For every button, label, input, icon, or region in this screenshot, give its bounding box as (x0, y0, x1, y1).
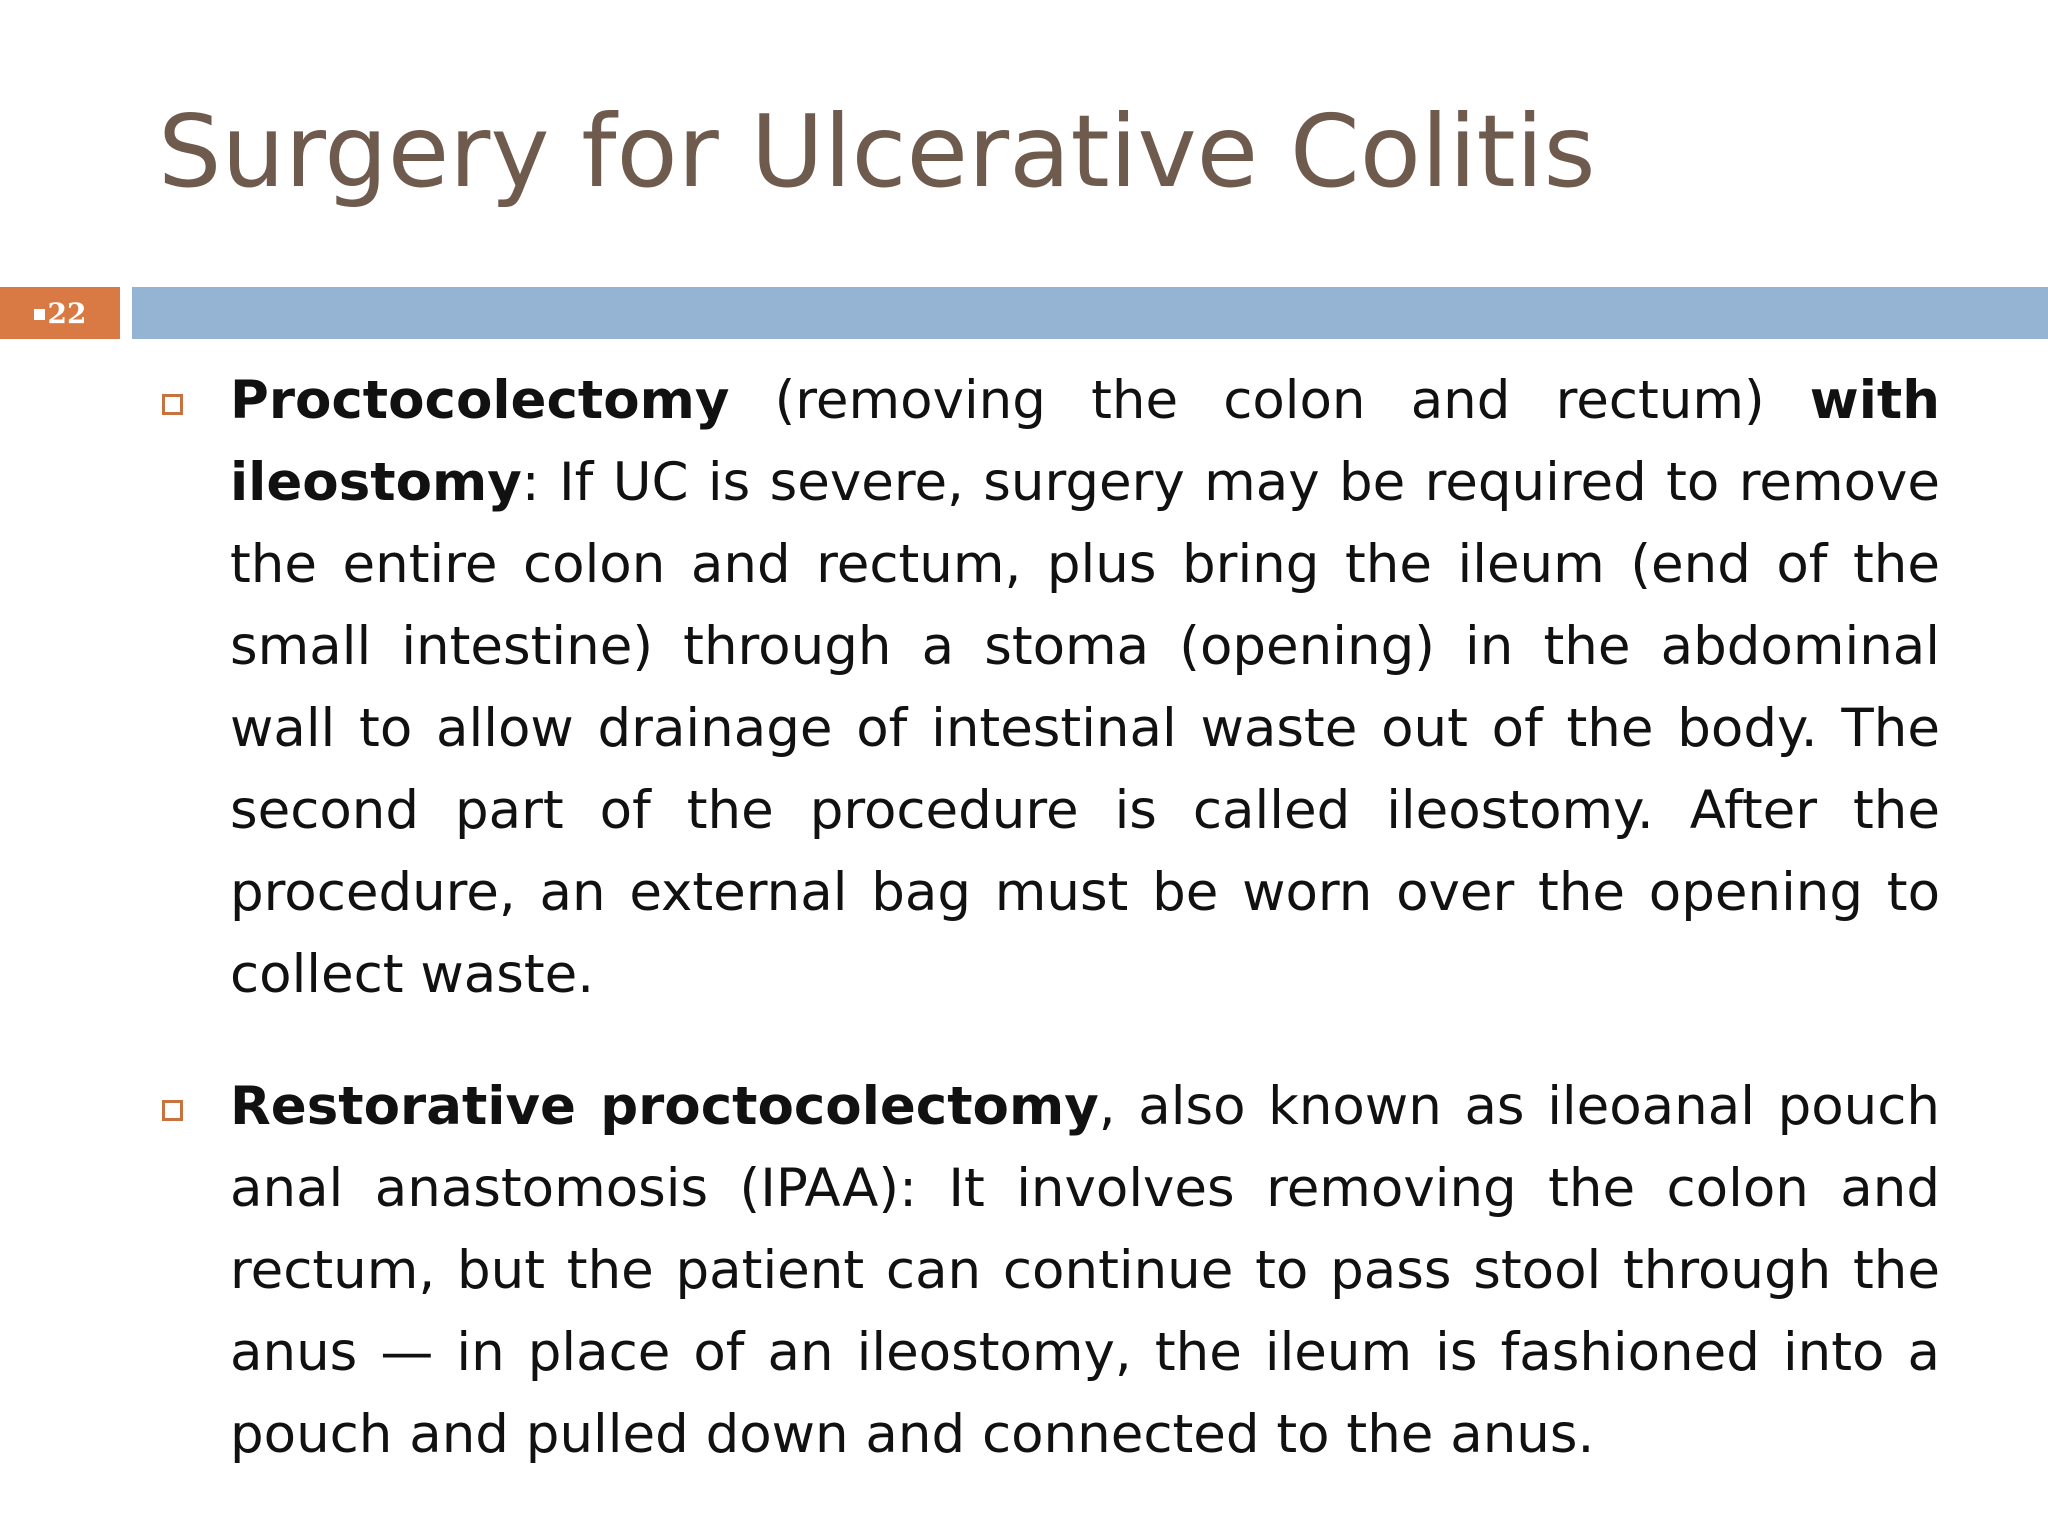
slide-number-badge (0, 287, 120, 339)
bullet-list (0, 360, 2048, 1476)
bullet-body: , also known as ileoanal pouch anal anastomosis (IPAA): It involves removing the colon and rectum, but the patient can continue to pass stool through the anus — in place of an ileostomy, the ileum is fashioned into a pouch and pulled down and connected to the anus. (230, 1076, 1940, 1465)
bullet-parenthetical: (removing the colon and rectum) (729, 370, 1810, 431)
slide-number: 22 (47, 296, 87, 330)
slide-title: Surgery for Ulcerative Colitis (158, 93, 1596, 210)
square-bullet-icon (34, 309, 45, 320)
hollow-square-bullet-icon (162, 1100, 183, 1121)
bullet-body: : If UC is severe, surgery may be required to remove the entire colon and rectum, plus bring the ileum (end of the small intestine) through a stoma (opening) in the abdominal wall to allow drainage of intestinal waste out of the body. The second part of the procedure is called ileostomy. After the procedure, an external bag must be worn over the opening to collect waste. (230, 452, 1940, 1005)
bullet-term-continued: with ileostomy (230, 370, 1940, 513)
bullet-term: Restorative proctocolectomy (230, 1076, 1099, 1137)
bullet-item-restorative-proctocolectomy (230, 1066, 1940, 1476)
title-divider-bar (132, 287, 2048, 339)
bullet-term: Proctocolectomy (230, 370, 730, 431)
hollow-square-bullet-icon (162, 394, 183, 415)
bullet-item-proctocolectomy (230, 360, 1940, 1016)
